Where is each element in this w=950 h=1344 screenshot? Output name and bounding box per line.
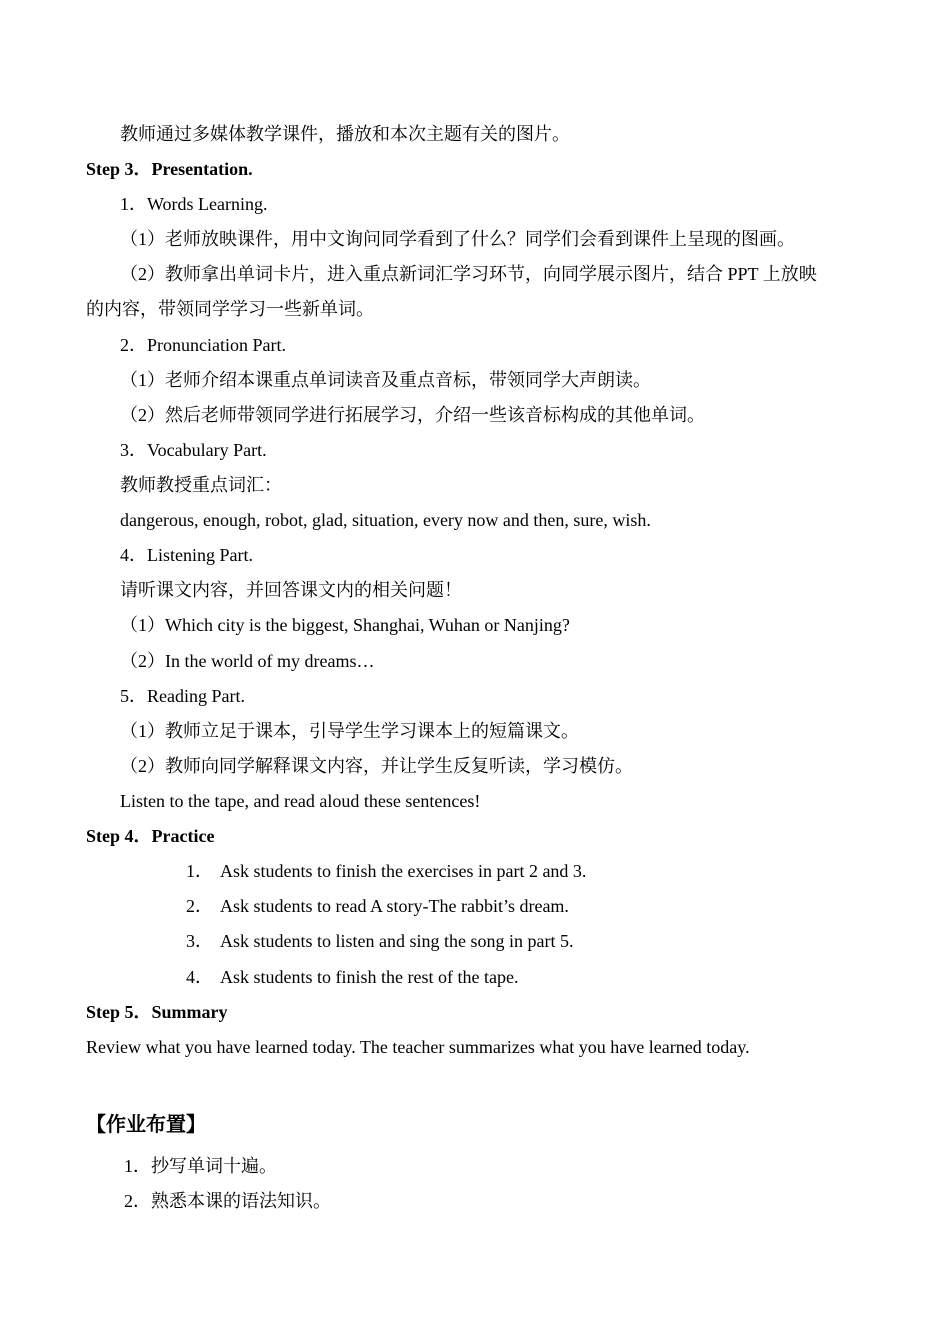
summary-paragraph: Review what you have learned today. The teacher summarizes what you have learned today. [86,1037,750,1057]
words-learning-item-2-continued: 的内容，带领同学学习一些新单词。 [86,299,374,319]
practice-item [186,966,518,988]
practice-item-text: Ask students to read A story-The rabbit’s dream. [220,896,569,916]
practice-item-number: 4． [186,967,213,987]
practice-item-number: 1． [186,861,213,881]
pronunciation-item-1: （1）老师介绍本课重点单词读音及重点音标，带领同学大声朗读。 [120,370,651,390]
words-learning-item-1: （1）老师放映课件，用中文询问同学看到了什么？同学们会看到课件上呈现的图画。 [120,229,795,249]
homework-item-1: 1．抄写单词十遍。 [124,1156,277,1176]
pronunciation-item-2: （2）然后老师带领同学进行拓展学习，介绍一些该音标构成的其他单词。 [120,405,705,425]
practice-item-number: 3． [186,931,213,951]
vocabulary-title: 3．Vocabulary Part. [120,440,267,460]
words-learning-title: 1．Words Learning. [120,194,268,214]
homework-heading: 【作业布置】 [86,1112,206,1136]
practice-item-text: Ask students to finish the rest of the tape. [220,967,519,987]
reading-item-2: （2）教师向同学解释课文内容，并让学生反复听读，学习模仿。 [120,756,633,776]
reading-item-1: （1）教师立足于课本，引导学生学习课本上的短篇课文。 [120,721,579,741]
practice-item-text: Ask students to listen and sing the song in part 5. [220,931,574,951]
practice-item [186,895,569,917]
homework-item-2: 2．熟悉本课的语法知识。 [124,1191,331,1211]
intro-paragraph: 教师通过多媒体教学课件，播放和本次主题有关的图片。 [120,124,570,144]
practice-item-number: 2． [186,896,213,916]
vocabulary-intro: 教师教授重点词汇： [120,475,282,495]
practice-item [186,930,573,952]
listening-question-1: （1）Which city is the biggest, Shanghai, Wuhan or Nanjing? [120,615,570,635]
step-3-heading: Step 3．Presentation. [86,159,253,179]
listening-intro: 请听课文内容，并回答课文内的相关问题！ [120,580,462,600]
vocabulary-word-list: dangerous, enough, robot, glad, situation, every now and then, sure, wish. [120,510,651,530]
practice-item-text: Ask students to finish the exercises in part 2 and 3. [220,861,587,881]
step-4-heading: Step 4．Practice [86,826,215,846]
step-5-heading: Step 5．Summary [86,1002,228,1022]
practice-item [186,860,586,882]
listening-title: 4．Listening Part. [120,545,253,565]
reading-instruction: Listen to the tape, and read aloud these sentences! [120,791,481,811]
reading-title: 5．Reading Part. [120,686,245,706]
listening-question-2: （2）In the world of my dreams… [120,651,375,671]
words-learning-item-2: （2）教师拿出单词卡片，进入重点新词汇学习环节，向同学展示图片，结合 PPT 上放映 [120,264,817,284]
pronunciation-title: 2．Pronunciation Part. [120,335,286,355]
